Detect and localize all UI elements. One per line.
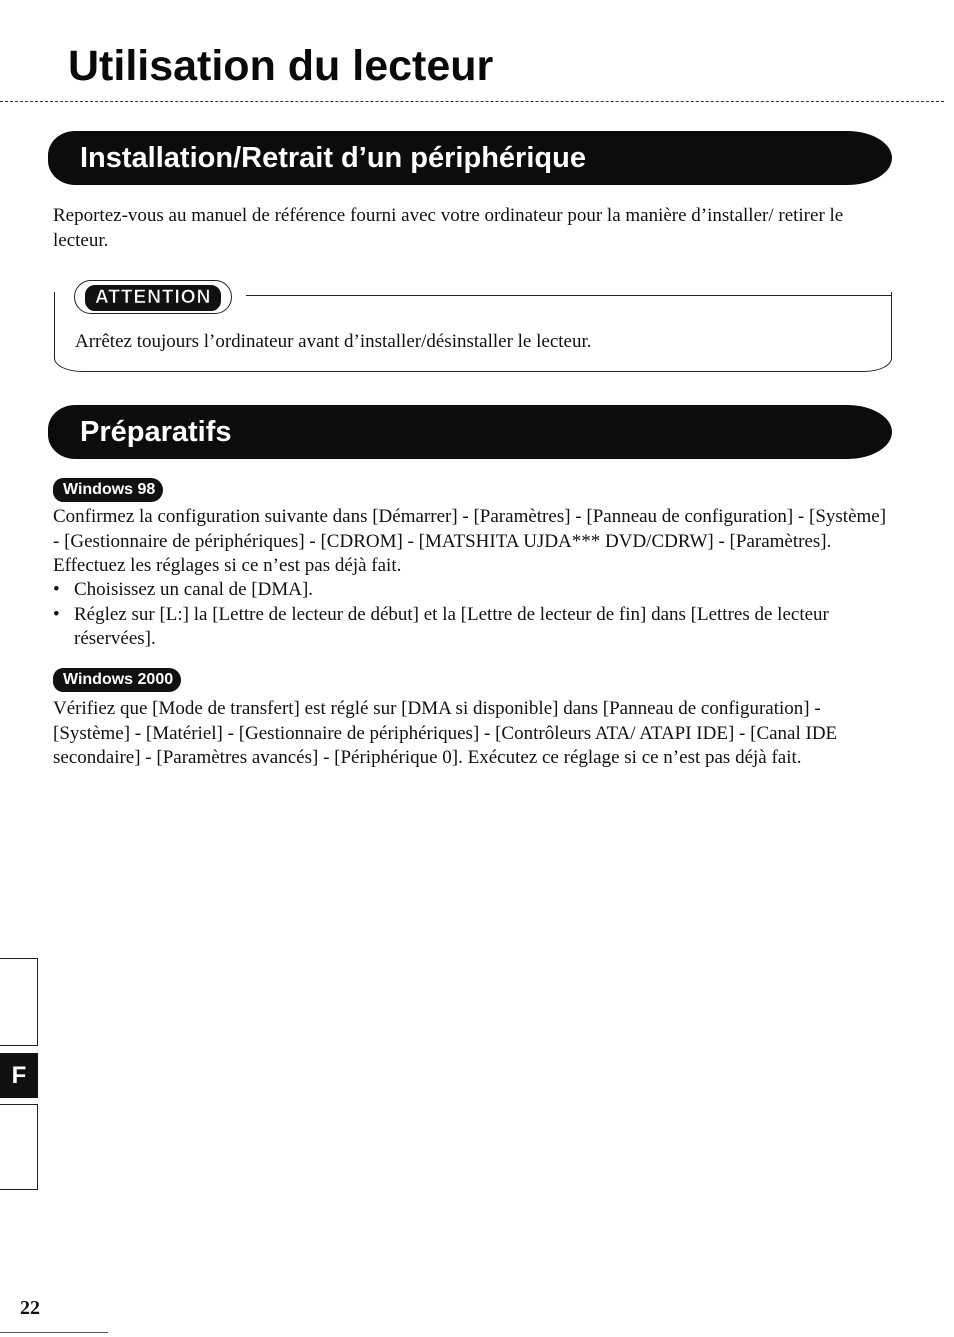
footer-rule xyxy=(0,1332,108,1333)
language-tab-lower xyxy=(0,1104,38,1190)
section-heading-preparatifs: Préparatifs xyxy=(48,405,892,459)
page-title: Utilisation du lecteur xyxy=(68,42,494,90)
windows-98-badge: Windows 98 xyxy=(53,478,163,502)
windows-98-bullet-list xyxy=(53,578,895,652)
title-divider xyxy=(0,101,944,102)
section-heading-installation: Installation/Retrait d’un périphérique xyxy=(48,131,892,185)
windows-2000-badge: Windows 2000 xyxy=(53,668,181,692)
attention-text: Arrêtez toujours l’ordinateur avant d’installer/désinstaller le lecteur. xyxy=(75,331,592,352)
attention-label-text: ATTENTION xyxy=(85,285,221,311)
list-item: • Réglez sur [L:] la [Lettre de lecteur de début] et la [Lettre de lecteur de fin] dans [Lettres de lecteur réservées]. xyxy=(53,603,895,652)
installation-paragraph: Reportez-vous au manuel de référence fourni avec votre ordinateur pour la manière d’installer/ retirer le lecteur. xyxy=(53,205,844,251)
list-item: • Choisissez un canal de [DMA]. xyxy=(53,578,895,603)
language-tab-active: F xyxy=(0,1053,38,1098)
language-tab-upper xyxy=(0,958,38,1046)
attention-label xyxy=(74,280,232,314)
attention-box-top-rule xyxy=(246,295,892,296)
page-number: 22 xyxy=(20,1297,40,1319)
windows-2000-paragraph: Vérifiez que [Mode de transfert] est réglé sur [DMA si disponible] dans [Panneau de configuration] - [Système] - [Matériel] - [Gestionnaire de périphériques] - [Contrôleurs ATA/ ATAPI IDE] - [Canal IDE secondaire] - [Paramètres avancés] - [Périphérique 0]. Exécutez ce réglage si ce n’est pas déjà fait. xyxy=(53,698,838,768)
windows-98-paragraph: Confirmez la configuration suivante dans [Démarrer] - [Paramètres] - [Panneau de configuration] - [Système] - [Gestionnaire de périphériques] - [CDROM] - [MATSHITA UJDA*** DVD/CDRW] - [Paramètres]. Effectuez les réglages si ce n’est pas déjà fait. xyxy=(53,506,887,576)
